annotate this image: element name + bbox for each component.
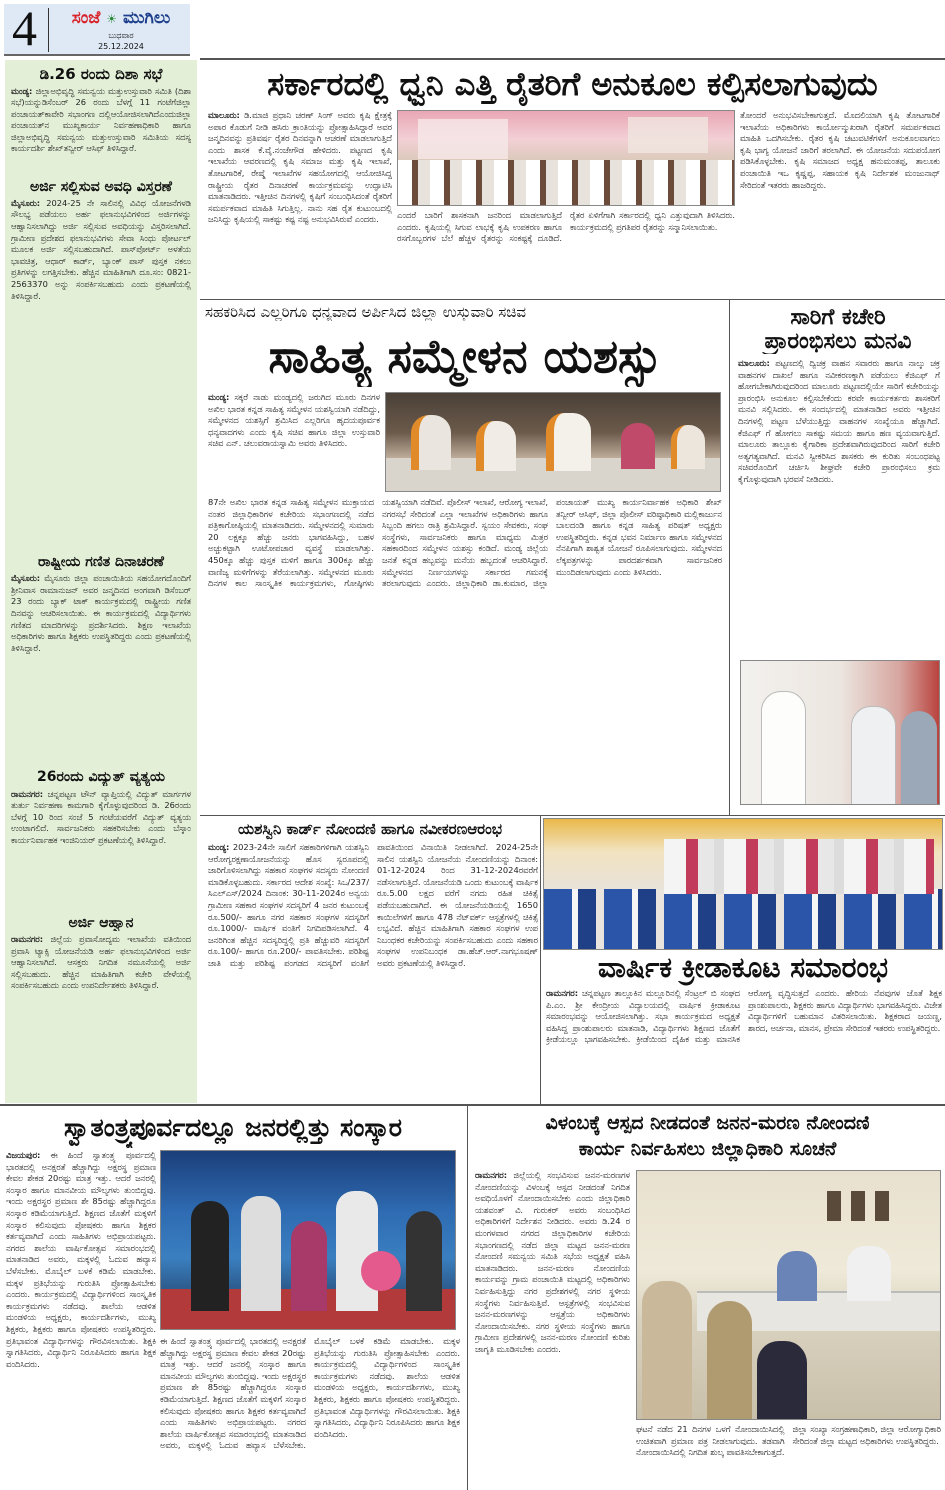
person-shape — [777, 1251, 817, 1301]
body-text: ಚನ್ನಪಟ್ಟಣ ತಾಲ್ಲೂಕಿನ ಮಲ್ಲೂರಿನಲ್ಲಿ ಸೆಂಟ್ರಲ್ ಬಿ ಸಂಘದ ಪಿ.ಎಂ. ಶ್ರೀ ಕೇಂದ್ರೀಯ ವಿದ್ಯಾಲಯದಲ್ಲಿ ವಾರ್ಷಿಕ ಕ್ರೀಡಾಕೂಟ ಸಮಾರಂಭವನ್ನು ಆಯೋಜಿಸಲಾಗಿತ್ತು. ಸಭಾ ಕಾರ್ಯಕ್ರಮದ ಅಧ್ಯಕ್ಷತೆ ವಹಿಸಿದ್ದ ಪ್ರಾಂಶುಪಾಲರು ಮಾತನಾಡಿ, ವಿದ್ಯಾರ್ಥಿಗಳು ಶಿಕ್ಷಣದ ಜೊತೆಗೆ ಕ್ರೀಡೆಯಲ್ಲೂ ಭಾಗವಹಿಸಬೇಕು. ಕ್ರೀಡೆಯಿಂದ ದೈಹಿಕ ಮತ್ತು ಮಾನಸಿಕ ಆರೋಗ್ಯ ವೃದ್ಧಿಸುತ್ತದೆ ಎಂದರು. ಹೇರಿಯ ನೆಪವುಗಳ ಜೊತೆ ಶಿಕ್ಷಕ ಪ್ರಾಂಶುಪಾಲರು, ಶಿಕ್ಷಕರು ಹಾಗೂ ವಿದ್ಯಾರ್ಥಿಗಳು ಭಾಗವಹಿಸಿದ್ದರು. ವಿಜೇತ ವಿದ್ಯಾರ್ಥಿಗಳಿಗೆ ಬಹುಮಾನ ವಿತರಿಸಲಾಯಿತು. ಶಿಕ್ಷಕರಾದ ಜಯಣ್ಣ, ಶಾರದ, ಅರ್ಚನಾ, ಮಾನಸ, ಪ್ರೇಮಾ ಸೇರಿದಂತೆ ಇತರರು ಉಪಸ್ಥಿತರಿದ್ದರು. — [546, 988, 942, 1045]
article-body — [11, 573, 191, 768]
body-text: 2023-24ನೇ ಸಾಲಿಗೆ ಸಹಕಾರಿಗಳಿಗಾಗಿ ಯಶಸ್ವಿನಿ ಆರೋಗ್ಯರಕ್ಷಣಾಯೋಜನೆಯನ್ನು ಹೊಸ ಸ್ವರೂಪದಲ್ಲಿ ಜಾರಿಗೊಳಿಸಲಾಗಿದ್ದು ಸಹಕಾರ ಸಂಘಗಳ ಸದಸ್ಯರು ನೋಂದಣಿ ಮಾಡಿಕೊಳ್ಳಬಹುದು. ಸರ್ಕಾರದ ಆದೇಶ ಸಂಖ್ಯೆ: ಸಿಒ/237/ಸಿಎಲ್ಎಸ್/2024 ದಿನಾಂಕ: 30-11-2024ರ ಅನ್ವಯ ಗ್ರಾಮೀಣ ಸಹಕಾರ ಸಂಘಗಳ ಸದಸ್ಯರಿಗೆ 4 ಜನರ ಕುಟುಂಬಕ್ಕೆ ರೂ.500/- ಹಾಗೂ ನಗರ ಸಹಕಾರ ಸಂಘಗಳ ಸದಸ್ಯರಿಗೆ ರೂ.1000/- ವಾರ್ಷಿಕ ವಂತಿಗೆ ನಿಗದಿಪಡಿಸಲಾಗಿದೆ. 4 ಜನರಿಗಿಂತ ಹೆಚ್ಚಿನ ಸದಸ್ಯರಿದ್ದಲ್ಲಿ ಪ್ರತಿ ಹೆಚ್ಚುವರಿ ಸದಸ್ಯರಿಗೆ ರೂ.100/- ಹಾಗೂ ರೂ.200/- ಪಾವತಿಸಬೇಕು. ಪರಿಶಿಷ್ಟ ಜಾತಿ ಮತ್ತು ಪರಿಶಿಷ್ಟ ಪಂಗಡದ ಸದಸ್ಯರಿಗೆ ವಂತಿಗೆ ಪಾವತಿಯಿಂದ ವಿನಾಯಿತಿ ನೀಡಲಾಗಿದೆ. 2024-25ನೇ ಸಾಲಿನ ಯಶಸ್ವಿನಿ ಯೋಜನೆಯ ನೋಂದಣಿಯನ್ನು ದಿನಾಂಕ: 01-12-2024 ರಿಂದ 31-12-2024ರವರೆಗೆ ನಡೆಸಲಾಗುತ್ತಿದೆ. ಯೋಜನೆಯಡಿ ಒಂದು ಕುಟುಂಬಕ್ಕೆ ವಾರ್ಷಿಕ ರೂ.5.00 ಲಕ್ಷದ ವರೆಗೆ ನಗದು ರಹಿತ ಚಿಕಿತ್ಸೆ ಪಡೆಯಬಹುದಾಗಿದೆ. ಈ ಯೋಜನೆಯಡಿಯಲ್ಲಿ 1650 ಕಾಯಿಲೆಗಳಿಗೆ ಹಾಗೂ 478 ನೆಟ್‌ವರ್ಕ್ ಆಸ್ಪತ್ರೆಗಳಲ್ಲಿ ಚಿಕಿತ್ಸೆ ಲಭ್ಯವಿದೆ. ಹೆಚ್ಚಿನ ಮಾಹಿತಿಗಾಗಿ ಸಹಕಾರ ಸಂಘಗಳ ಉಪ ನಿಬಂಧಕರ ಕಚೇರಿಯನ್ನು ಸಂಪರ್ಕಿಸಬಹುದು ಎಂದು ಸಹಕಾರ ಸಂಘಗಳ ಉಪನಿಬಂಧಕ ಡಾ.ಹೆಚ್.ಆರ್.ನಾಗಭೂಷಣ್ ಅವರು ಪ್ರಕಟಣೆಯಲ್ಲಿ ತಿಳಿಸಿದ್ದಾರೆ. — [208, 842, 538, 968]
article-application-invite — [11, 916, 191, 1074]
sports-body — [546, 988, 942, 1100]
saarige-headline-line1: ಸಾರಿಗೆ ಕಚೇರಿ — [790, 306, 886, 330]
article-disha — [11, 66, 191, 178]
person-shape — [901, 711, 937, 805]
body-text: ಈ ಹಿಂದೆ ಸ್ವಾತಂತ್ರ್ಯ ಪೂರ್ವದಲ್ಲಿ ಭಾರತದಲ್ಲಿ ಅನಕ್ಷರತೆ ಹೆಚ್ಚಾಗಿದ್ದು ಅಕ್ಷರಸ್ಥ ಪ್ರಮಾಣ ಕೇವಲ ಶೇಕಡ 20ರಷ್ಟು ಮಾತ್ರ ಇತ್ತು. ಆದರೆ ಜನರಲ್ಲಿ ಸಂಸ್ಕಾರ ಹಾಗೂ ಮಾನವೀಯ ಮೌಲ್ಯಗಳು ತುಂಬಿದ್ದವು. ಇಂದು ಅಕ್ಷರಸ್ಥರ ಪ್ರಮಾಣ ಶೇ 85ರಷ್ಟು ಹೆಚ್ಚಾಗಿದ್ದರೂ ಸಂಸ್ಕಾರ ಕಡಿಮೆಯಾಗುತ್ತಿದೆ. ಶಿಕ್ಷಣದ ಜೊತೆಗೆ ಮಕ್ಕಳಿಗೆ ಸಂಸ್ಕಾರ ಕಲಿಸುವುದು ಪೋಷಕರು ಹಾಗೂ ಶಿಕ್ಷಕರ ಕರ್ತವ್ಯವಾಗಿದೆ ಎಂದು ಸಾಹಿತಿಗಳು ಅಭಿಪ್ರಾಯಪಟ್ಟರು. ನಗರದ ಶಾಲೆಯ ವಾರ್ಷಿಕೋತ್ಸವ ಸಮಾರಂಭದಲ್ಲಿ ಮಾತನಾಡಿದ ಅವರು, ಮಕ್ಕಳಲ್ಲಿ ಓದುವ ಹವ್ಯಾಸ ಬೆಳೆಸಬೇಕು. ಮೊಬೈಲ್ ಬಳಕೆ ಕಡಿಮೆ ಮಾಡಬೇಕು. ಮಕ್ಕಳ ಪ್ರತಿಭೆಯನ್ನು ಗುರುತಿಸಿ ಪ್ರೋತ್ಸಾಹಿಸಬೇಕು ಎಂದರು. ಕಾರ್ಯಕ್ರಮದಲ್ಲಿ ವಿದ್ಯಾರ್ಥಿಗಳಿಂದ ಸಾಂಸ್ಕೃತಿಕ ಕಾರ್ಯಕ್ರಮಗಳು ನಡೆದವು. ಶಾಲೆಯ ಆಡಳಿತ ಮಂಡಳಿಯ ಅಧ್ಯಕ್ಷರು, ಕಾರ್ಯದರ್ಶಿಗಳು, ಮುಖ್ಯ ಶಿಕ್ಷಕರು, ಶಿಕ್ಷಕರು ಹಾಗೂ ಪೋಷಕರು ಉಪಸ್ಥಿತರಿದ್ದರು. ಪ್ರತಿಭಾವಂತ ವಿದ್ಯಾರ್ಥಿಗಳನ್ನು ಗೌರವಿಸಲಾಯಿತು. ಶಿಕ್ಷಕಿ ಸ್ವಾಗತಿಸಿದರು, ವಿದ್ಯಾರ್ಥಿನಿ ನಿರೂಪಿಸಿದರು ಹಾಗೂ ಶಿಕ್ಷಕ ವಂದಿಸಿದರು. — [6, 1150, 156, 1369]
body-text: ಮೈಸೂರು ಜಿಲ್ಲಾ ಪಂಚಾಯಿತಿಯ ಸಹಯೋಗದೊಂದಿಗೆ ಶ್ರೀನಿವಾಸ ರಾಮಾನುಜನ್ ಅವರ ಜನ್ಮದಿನದ ಅಂಗವಾಗಿ ಡಿಸೆಂಬರ್ 23 ರಂದು ಬ್ಯಾಕ್ ಟಾಕ್ ಕಾರ್ಯಕ್ರಮದಲ್ಲಿ ರಾಷ್ಟ್ರೀಯ ಗಣಿತ ದಿನವನ್ನು ಆಚರಿಸಲಾಯಿತು. ಈ ಕಾರ್ಯಕ್ರಮದಲ್ಲಿ ವಿದ್ಯಾರ್ಥಿಗಳು ಗಣಿತದ ಮಾದರಿಗಳನ್ನು ಪ್ರದರ್ಶಿಸಿದರು. ಶಿಕ್ಷಣ ಇಲಾಖೆಯ ಅಧಿಕಾರಿಗಳು ಹಾಗೂ ಶಿಕ್ಷಕರು ಉಪಸ್ಥಿತರಿದ್ದರು ಎಂದು ಪ್ರಕಟಣೆಯಲ್ಲಿ ತಿಳಿಸಿದ್ದಾರೆ. — [11, 573, 191, 653]
portrait-frames — [827, 1191, 897, 1221]
banner-shape — [628, 117, 708, 153]
dateline: ರಾಮನಗರ: — [475, 1170, 508, 1180]
dateline: ಮಂಡ್ಯ: — [208, 842, 230, 852]
dateline: ಮಂಡ್ಯ: — [208, 392, 230, 402]
top-story-headline: ಸರ್ಕಾರದಲ್ಲಿ ಧ್ವನಿ ಎತ್ತಿ ರೈತರಿಗೆ ಅನುಕೂಲ ಕಲ್ಪಿಸಲಾಗುವುದು — [267, 65, 878, 103]
body-text: ಡಿ.ಮಾಜಿ ಪ್ರಧಾನಿ ಚರಣ್ ಸಿಂಗ್ ಅವರು ಕೃಷಿ ಕ್ಷೇತ್ರಕ್ಕೆ ಅಪಾರ ಕೊಡುಗೆ ನೀಡಿ ಹಸಿರು ಕ್ರಾಂತಿಯನ್ನು ಪ್ರೋತ್ಸಾಹಿಸಿದ್ದಾರೆ ಅವರ ಜನ್ಮದಿನವನ್ನು ಪ್ರತಿವರ್ಷ ರೈತರ ದಿನವನ್ನಾಗಿ ಆಚರಣೆ ಮಾಡಲಾಗುತ್ತಿದೆ ಎಂದು ಶಾಸಕ ಕೆ.ವೈ.ನಂಜೇಗೌಡ ಹೇಳಿದರು. ಪಟ್ಟಣದ ಕೃಷಿ ಇಲಾಖೆಯ ಆವರಣದಲ್ಲಿ ಕೃಷಿ ಸಮಾಜ ಮತ್ತು ಕೃಷಿ ಇಲಾಖೆ, ತೋಟಗಾರಿಕೆ, ರೇಷ್ಮೆ ಇಲಾಖೆಗಳ ಸಹಯೋಗದಲ್ಲಿ ಆಯೋಜಿಸಿದ್ದ ರಾಷ್ಟ್ರೀಯ ರೈತರ ದಿನಾಚರಣೆ ಕಾರ್ಯಕ್ರಮವನ್ನು ಉದ್ಘಾಟಿಸಿ ಮಾತನಾಡಿದರು. ಇತ್ತೀಚಿನ ದಿನಗಳಲ್ಲಿ ಕೃಷಿಗೆ ಸಂಬಂಧಿಸಿದಂತೆ ರೈತರಿಗೆ ಸಮರ್ಪಕವಾದ ಮಾಹಿತಿ ಸಿಗುತ್ತಿಲ್ಲ. ನಾನು ಸಹ ರೈತ ಕುಟುಂಬದಲ್ಲಿ ಜನಿಸಿದ್ದು ಕೃಷಿಯಲ್ಲಿ ಸಾಕಷ್ಟು ಕಷ್ಟ ನಷ್ಟ ಅನುಭವಿಸಿರುವೆ ಎಂದರು. — [208, 110, 392, 225]
article-body — [11, 198, 191, 553]
dc-meeting-photo — [636, 1170, 941, 1420]
sahitya-body-main: 87ನೇ ಅಖಿಲ ಭಾರತ ಕನ್ನಡ ಸಾಹಿತ್ಯ ಸಮ್ಮೇಳನ ಮುಕ್ತಾಯದ ನಂತರ ಜಿಲ್ಲಾಧಿಕಾರಿಗಳ ಕಚೇರಿಯ ಸಭಾಂಗಣದಲ್ಲಿ ನಡೆದ ಪತ್ರಿಕಾಗೋಷ್ಠಿಯಲ್ಲಿ ಮಾತನಾಡಿದರು. ಸಮ್ಮೇಳನದಲ್ಲಿ ಸುಮಾರು 20 ಲಕ್ಷಕ್ಕೂ ಹೆಚ್ಚು ಜನರು ಭಾಗವಹಿಸಿದ್ದು, ಬಹಳ ಅಚ್ಚುಕಟ್ಟಾಗಿ ಊಟೋಪಚಾರ ವ್ಯವಸ್ಥೆ ಮಾಡಲಾಗಿತ್ತು. 450ಕ್ಕೂ ಹೆಚ್ಚು ಪುಸ್ತಕ ಮಳಿಗೆ ಹಾಗೂ 300ಕ್ಕೂ ಹೆಚ್ಚು ವಾಣಿಜ್ಯ ಮಳಿಗೆಗಳನ್ನು ತೆರೆಯಲಾಗಿತ್ತು. ಸಮ್ಮೇಳನದ ಮೂರು ದಿನಗಳ ಕಾಲ ಸಾಂಸ್ಕೃತಿಕ ಕಾರ್ಯಕ್ರಮಗಳು, ಗೋಷ್ಠಿಗಳು ಯಶಸ್ವಿಯಾಗಿ ನಡೆದಿವೆ. ಪೊಲೀಸ್ ಇಲಾಖೆ, ಆರೋಗ್ಯ ಇಲಾಖೆ, ನಗರಸಭೆ ಸೇರಿದಂತೆ ಎಲ್ಲಾ ಇಲಾಖೆಗಳ ಅಧಿಕಾರಿಗಳು ಹಾಗೂ ಸಿಬ್ಬಂದಿ ಹಗಲು ರಾತ್ರಿ ಶ್ರಮಿಸಿದ್ದಾರೆ. ಸ್ವಯಂ ಸೇವಕರು, ಸಂಘ ಸಂಸ್ಥೆಗಳು, ಸಾರ್ವಜನಿಕರು ಹಾಗೂ ಮಾಧ್ಯಮ ಮಿತ್ರರ ಸಹಕಾರದಿಂದ ಸಮ್ಮೇಳನ ಯಶಸ್ಸು ಕಂಡಿದೆ. ಮಂಡ್ಯ ಜಿಲ್ಲೆಯ ಜನತೆ ಕನ್ನಡ ಹಬ್ಬವನ್ನು ಮನೆಯ ಹಬ್ಬದಂತೆ ಆಚರಿಸಿದ್ದಾರೆ. ಸಮ್ಮೇಳನದ ನಿರ್ಣಯಗಳನ್ನು ಸರ್ಕಾರದ ಗಮನಕ್ಕೆ ತರಲಾಗುವುದು ಎಂದರು. ಜಿಲ್ಲಾಧಿಕಾರಿ ಡಾ.ಕುಮಾರ, ಜಿಲ್ಲಾ ಪಂಚಾಯತ್ ಮುಖ್ಯ ಕಾರ್ಯನಿರ್ವಾಹಕ ಅಧಿಕಾರಿ ಶೇಖ್ ತನ್ವೀರ್ ಆಸಿಫ್, ಜಿಲ್ಲಾ ಪೊಲೀಸ್ ವರಿಷ್ಠಾಧಿಕಾರಿ ಮಲ್ಲಿಕಾರ್ಜುನ ಬಾಲದಂಡಿ ಹಾಗೂ ಕನ್ನಡ ಸಾಹಿತ್ಯ ಪರಿಷತ್ ಅಧ್ಯಕ್ಷರು ಉಪಸ್ಥಿತರಿದ್ದರು. ಕನ್ನಡ ಭವನ ನಿರ್ಮಾಣ ಹಾಗೂ ಸಮ್ಮೇಳನದ ನೆನಪಿಗಾಗಿ ಶಾಶ್ವತ ಯೋಜನೆ ರೂಪಿಸಲಾಗುವುದು. ಸಮ್ಮೇಳನದ ಲೆಕ್ಕಪತ್ರಗಳನ್ನು ಪಾರದರ್ಶಕವಾಗಿ ಸಾರ್ವಜನಿಕರ ಮುಂದಿಡಲಾಗುವುದು ಎಂದು ತಿಳಿಸಿದರು. — [208, 497, 722, 589]
masthead — [4, 0, 190, 56]
person-shape — [642, 1281, 692, 1420]
dateline: ವಿಜಯಪುರ: — [6, 1150, 41, 1160]
divider — [200, 299, 945, 300]
lamp-shape — [361, 1251, 401, 1291]
person-shape — [761, 691, 806, 805]
headline: 26ರಂದು ವಿದ್ಯುತ್ ವ್ಯತ್ಯಯ — [36, 770, 165, 786]
press-meet-photo — [385, 392, 721, 492]
top-story-body-mid: ಎಂದರೆ ಬಾರಿಗೆ ಶಾಸಕನಾಗಿ ಜನರಿಂದ ಮಾಡಲಾಗುತ್ತಿದೆ ಎಂದರು. ಕೃಷಿಯಲ್ಲಿ ಸಿಗುವ ಲಾಭಕ್ಕೆ ಕೃಷಿ ಉಪಕರಣ ಹಾಗೂ ರಸಗೊಬ್ಬರಗಳ ಬೆಲೆ ಹೆಚ್ಚಳ ರೈತರನ್ನು ಸಂಕಷ್ಟಕ್ಕೆ ದೂಡಿದೆ. ರೈತರ ಏಳಿಗೆಗಾಗಿ ಸರ್ಕಾರದಲ್ಲಿ ಧ್ವನಿ ಎತ್ತುವುದಾಗಿ ತಿಳಿಸಿದರು. ಕಾರ್ಯಕ್ರಮದಲ್ಲಿ ಪ್ರಗತಿಪರ ರೈತರನ್ನು ಸನ್ಮಾನಿಸಲಾಯಿತು. — [397, 210, 735, 244]
left-column — [5, 60, 197, 1103]
person-shape — [757, 1341, 807, 1420]
palm-sun-icon: ☀ — [106, 12, 118, 26]
sahitya-headline: ಸಾಹಿತ್ಯ ಸಮ್ಮೇಳನ ಯಶಸ್ಸು — [268, 329, 662, 383]
person-shape — [707, 1301, 752, 1420]
article-body — [11, 934, 191, 1074]
person-shape — [241, 1196, 281, 1311]
samskara-body-left — [6, 1150, 156, 1485]
issue-day: ಬುಧವಾರ — [108, 31, 134, 40]
top-story-body-left — [208, 110, 392, 296]
paper-name-part1: ಸಂಜೆ — [71, 8, 101, 28]
page-number: 4 — [12, 0, 37, 56]
dateline: ರಾಮನಗರ: — [546, 988, 579, 998]
people-silhouettes — [398, 160, 734, 205]
column-rule — [729, 300, 730, 815]
person-shape — [621, 423, 655, 469]
body-text: 2024-25 ನೇ ಸಾಲಿನಲ್ಲಿ ವಿವಿಧ ಯೋಜನೆಗಳಡಿ ಸೌಲಭ್ಯ ಪಡೆಯಲು ಅರ್ಹ ಫಲಾನುಭವಿಗಳಿಂದ ಅರ್ಜಿಗಳನ್ನು ಆಹ್ವಾನಿಸಲಾಗಿದ್ದು ಅರ್ಜಿ ಸಲ್ಲಿಸುವ ಅವಧಿಯನ್ನು ವಿಸ್ತರಿಸಲಾಗಿದೆ. ಗ್ರಾಮೀಣ ಪ್ರದೇಶದ ಫಲಾನುಭವಿಗಳು ಸೇವಾ ಸಿಂಧು ಪೋರ್ಟಲ್ ಮೂಲಕ ಅರ್ಜಿ ಸಲ್ಲಿಸಬಹುದಾಗಿದೆ. ಪಾಸ್‌ಪೋರ್ಟ್ ಅಳತೆಯ ಭಾವಚಿತ್ರ, ಆಧಾರ್ ಕಾರ್ಡ್, ಬ್ಯಾಂಕ್ ಪಾಸ್ ಪುಸ್ತಕ ನಕಲು ಪ್ರತಿಗಳನ್ನು ಲಗತ್ತಿಸಬೇಕು. ಹೆಚ್ಚಿನ ಮಾಹಿತಿಗಾಗಿ ದೂ.ಸಂ: 0821-2563370 ಅನ್ನು ಸಂಪರ್ಕಿಸಬಹುದು ಎಂದು ಪ್ರಕಟಣೆಯಲ್ಲಿ ತಿಳಿಸಿದ್ದಾರೆ. — [11, 197, 191, 301]
paper-name-part2: ಮುಗಿಲು — [122, 8, 171, 28]
masthead-divider — [48, 8, 49, 52]
body-text: ಸಕ್ಕರೆ ನಾಡು ಮಂಡ್ಯದಲ್ಲಿ ಜರುಗಿದ ಮೂರು ದಿನಗಳ ಅಖಿಲ ಭಾರತ ಕನ್ನಡ ಸಾಹಿತ್ಯ ಸಮ್ಮೇಳನ ಯಶಸ್ವಿಯಾಗಿ ನಡೆದಿದ್ದು, ಸಮ್ಮೇಳನದ ಯಶಸ್ಸಿಗೆ ಶ್ರಮಿಸಿದ ಎಲ್ಲರಿಗೂ ಹೃದಯಪೂರ್ವಕ ಧನ್ಯವಾದಗಳು ಎಂದು ಕೃಷಿ ಸಚಿವ ಹಾಗೂ ಜಿಲ್ಲಾ ಉಸ್ತುವಾರಿ ಸಚಿವ ಎನ್. ಚಲುವರಾಯಸ್ವಾಮಿ ಅವರು ತಿಳಿಸಿದರು. — [208, 392, 380, 449]
article-body — [11, 86, 191, 178]
person-shape — [411, 415, 451, 470]
body-text: ಜಿಲ್ಲೆಯಲ್ಲಿ ಸಂಭವಿಸುವ ಜನನ-ಮರಣಗಳ ನೋಂದಣಿಯನ್ನು ವಿಳಂಬಕ್ಕೆ ಆಸ್ಪದ ನೀಡದಂತೆ ನಿಗದಿತ ಅವಧಿಯೊಳಗೆ ನೋಂದಾಯಿಸಬೇಕು ಎಂದು ಜಿಲ್ಲಾಧಿಕಾರಿ ಯಶವಂತ್ ವಿ. ಗುರುಕರ್ ಅವರು ಸಂಬಂಧಿಸಿದ ಅಧಿಕಾರಿಗಳಿಗೆ ನಿರ್ದೇಶನ ನೀಡಿದರು. ಅವರು ಡಿ.24 ರ ಮಂಗಳವಾರ ನಗರದ ಜಿಲ್ಲಾಧಿಕಾರಿಗಳ ಕಚೇರಿಯ ಸಭಾಂಗಣದಲ್ಲಿ ನಡೆದ ಜಿಲ್ಲಾ ಮಟ್ಟದ ಜನನ-ಮರಣ ನೋಂದಣಿ ಸಮನ್ವಯ ಸಮಿತಿ ಸಭೆಯ ಅಧ್ಯಕ್ಷತೆ ವಹಿಸಿ ಮಾತನಾಡಿದರು. ಜನನ-ಮರಣ ನೋಂದಣಿಯ ಕಾರ್ಯವನ್ನು ಗ್ರಾಮ ಪಂಚಾಯಿತಿ ಮಟ್ಟದಲ್ಲಿ ಅಧಿಕಾರಿಗಳು ನಿರ್ವಹಿಸುತ್ತಿದ್ದು ನಗರ ಪ್ರದೇಶಗಳಲ್ಲಿ ನಗರ ಸ್ಥಳೀಯ ಸಂಸ್ಥೆಗಳು ನಿರ್ವಹಿಸುತ್ತಿವೆ. ಆಸ್ಪತ್ರೆಗಳಲ್ಲಿ ಸಂಭವಿಸುವ ಜನನ-ಮರಣಗಳನ್ನು ಆಸ್ಪತ್ರೆಯ ಅಧಿಕಾರಿಗಳು ನೋಂದಾಯಿಸಬೇಕು. ನಗರ ಸ್ಥಳೀಯ ಸಂಸ್ಥೆಗಳು ಹಾಗೂ ಗ್ರಾಮೀಣ ಪ್ರದೇಶಗಳಲ್ಲಿ ಜನನ-ಮರಣ ನೋಂದಣಿ ಕುರಿತು ಜಾಗೃತಿ ಮೂಡಿಸಬೇಕು ಎಂದರು. — [475, 1170, 630, 1354]
sahitya-kicker: ಸಹಕರಿಸಿದ ಎಲ್ಲರಿಗೂ ಧನ್ಯವಾದ ಅರ್ಪಿಸಿದ ಜಿಲ್ಲಾ ಉಸ್ತುವಾರಿ ಸಚಿವ — [205, 304, 526, 321]
divider — [200, 815, 945, 816]
headline: ಅರ್ಜಿ ಸಲ್ಲಿಸುವ ಅವಧಿ ವಿಸ್ತರಣೆ — [30, 179, 172, 195]
samskara-headline: ಸ್ವಾತಂತ್ರ್ಯಪೂರ್ವದಲ್ಲೂ ಜನರಲ್ಲಿತ್ತು ಸಂಸ್ಕಾರ — [63, 1113, 403, 1142]
issue-date: 25.12.2024 — [98, 42, 144, 51]
registration-body-left — [475, 1170, 630, 1485]
person-shape — [191, 1201, 229, 1311]
body-text: ಜಿಲ್ಲೆಯ ಪ್ರವಾಸೋದ್ಯಮ ಇಲಾಖೆಯ ವತಿಯಿಂದ ಪ್ರವಾಸಿ ಟ್ಯಾಕ್ಸಿ ಯೋಜನೆಯಡಿ ಅರ್ಹ ಫಲಾನುಭವಿಗಳಿಂದ ಅರ್ಜಿ ಆಹ್ವಾನಿಸಲಾಗಿದೆ. ಆಸಕ್ತರು ನಿಗದಿತ ನಮೂನೆಯಲ್ಲಿ ಅರ್ಜಿ ಸಲ್ಲಿಸಬಹುದು. ಹೆಚ್ಚಿನ ಮಾಹಿತಿಗಾಗಿ ಕಚೇರಿ ವೇಳೆಯಲ್ಲಿ ಸಂಪರ್ಕಿಸಬಹುದು ಎಂದು ಉಪನಿರ್ದೇಶಕರು ತಿಳಿಸಿದ್ದಾರೆ. — [11, 934, 191, 991]
person-shape — [671, 425, 705, 469]
dateline: ಮಂಡ್ಯ: — [11, 85, 33, 96]
dateline: ಮಾಲೂರು: — [208, 110, 240, 120]
person-shape — [847, 1246, 891, 1301]
saarige-body — [738, 358, 940, 656]
dateline: ಮಾಲೂರು: — [738, 358, 770, 368]
yashasvini-headline: ಯಶಸ್ವಿನಿ ಕಾರ್ಡ್ ನೋಂದಣಿ ಹಾಗೂ ನವೀಕರಣಆರಂಭ — [238, 820, 502, 838]
registration-body-bottom: ಘಟನೆ ನಡೆದ 21 ದಿನಗಳ ಒಳಗೆ ನೋಂದಾಯಿಸಿದಲ್ಲಿ ಉಚಿತವಾಗಿ ಪ್ರಮಾಣ ಪತ್ರ ನೀಡಲಾಗುವುದು. ತಡವಾಗಿ ನೋಂದಾಯಿಸಿದಲ್ಲಿ ನಿಗದಿತ ಶುಲ್ಕ ಪಾವತಿಸಬೇಕಾಗುತ್ತದೆ. ಜಿಲ್ಲಾ ಸಂಖ್ಯಾ ಸಂಗ್ರಹಣಾಧಿಕಾರಿ, ಜಿಲ್ಲಾ ಆರೋಗ್ಯಾಧಿಕಾರಿ ಸೇರಿದಂತೆ ಜಿಲ್ಲಾ ಮಟ್ಟದ ಅಧಿಕಾರಿಗಳು ಉಪಸ್ಥಿತರಿದ್ದರು. — [636, 1424, 941, 1458]
registration-headline-line2: ಕಾರ್ಯ ನಿರ್ವಹಿಸಲು ಜಿಲ್ಲಾಧಿಕಾರಿ ಸೂಚನೆ — [578, 1138, 837, 1160]
column-rule — [467, 1106, 468, 1490]
bottom-rule — [0, 1104, 945, 1106]
article-deadline-extension — [11, 180, 191, 553]
body-text: ಜಿಲ್ಲಾಅಭಿವೃದ್ಧಿ ಸಮನ್ವಯ ಮತ್ತುಉಸ್ತುವಾರಿ ಸಮಿತಿ (ದಿಶಾ ಸಭೆ)ಯನ್ನುಡಿಸೆಂಬರ್ 26 ರಂದು ಬೆಳಗ್ಗೆ 11 ಗಂಟೆಗೆಜಿಲ್ಲಾ ಪಂಚಾಯತ್‌ಕಾವೇರಿ ಸಭಾಂಗಣ ದಲ್ಲಿಆಯೋಜಿಸಲಾಗಿದೆಎಂದುಜಿಲ್ಲಾ ಪಂಚಾಯತ್‌ನ ಮುಖ್ಯಕಾರ್ಯ ನಿರ್ವಹಣಾಧಿಕಾರಿ ಹಾಗೂ ಜಿಲ್ಲಾಅಭಿವೃದ್ಧಿ ಸಮನ್ವಯ ಮತ್ತುಉಸ್ತುವಾರಿ ಸಮಿತಿಯ ಸದಸ್ಯ ಕಾರ್ಯದರ್ಶಿ ಶೇಖ್‌ತನ್ವೀರ್ ಆಸಿಫ್ ತಿಳಿಸಿದ್ದಾರೆ. — [11, 85, 191, 154]
headline: ರಾಷ್ಟ್ರೀಯ ಗಣಿತ ದಿನಾಚರಣೆ — [38, 554, 164, 570]
person-shape — [851, 706, 896, 805]
farmers-day-photo — [397, 110, 735, 206]
sports-headline: ವಾರ್ಷಿಕ ಕ್ರೀಡಾಕೂಟ ಸಮಾರಂಭ — [597, 951, 889, 984]
yashasvini-body — [208, 842, 538, 1098]
samskara-body-right: ಈ ಹಿಂದೆ ಸ್ವಾತಂತ್ರ್ಯ ಪೂರ್ವದಲ್ಲಿ ಭಾರತದಲ್ಲಿ ಅನಕ್ಷರತೆ ಹೆಚ್ಚಾಗಿದ್ದು ಅಕ್ಷರಸ್ಥ ಪ್ರಮಾಣ ಕೇವಲ ಶೇಕಡ 20ರಷ್ಟು ಮಾತ್ರ ಇತ್ತು. ಆದರೆ ಜನರಲ್ಲಿ ಸಂಸ್ಕಾರ ಹಾಗೂ ಮಾನವೀಯ ಮೌಲ್ಯಗಳು ತುಂಬಿದ್ದವು. ಇಂದು ಅಕ್ಷರಸ್ಥರ ಪ್ರಮಾಣ ಶೇ 85ರಷ್ಟು ಹೆಚ್ಚಾಗಿದ್ದರೂ ಸಂಸ್ಕಾರ ಕಡಿಮೆಯಾಗುತ್ತಿದೆ. ಶಿಕ್ಷಣದ ಜೊತೆಗೆ ಮಕ್ಕಳಿಗೆ ಸಂಸ್ಕಾರ ಕಲಿಸುವುದು ಪೋಷಕರು ಹಾಗೂ ಶಿಕ್ಷಕರ ಕರ್ತವ್ಯವಾಗಿದೆ ಎಂದು ಸಾಹಿತಿಗಳು ಅಭಿಪ್ರಾಯಪಟ್ಟರು. ನಗರದ ಶಾಲೆಯ ವಾರ್ಷಿಕೋತ್ಸವ ಸಮಾರಂಭದಲ್ಲಿ ಮಾತನಾಡಿದ ಅವರು, ಮಕ್ಕಳಲ್ಲಿ ಓದುವ ಹವ್ಯಾಸ ಬೆಳೆಸಬೇಕು. ಮೊಬೈಲ್ ಬಳಕೆ ಕಡಿಮೆ ಮಾಡಬೇಕು. ಮಕ್ಕಳ ಪ್ರತಿಭೆಯನ್ನು ಗುರುತಿಸಿ ಪ್ರೋತ್ಸಾಹಿಸಬೇಕು ಎಂದರು. ಕಾರ್ಯಕ್ರಮದಲ್ಲಿ ವಿದ್ಯಾರ್ಥಿಗಳಿಂದ ಸಾಂಸ್ಕೃತಿಕ ಕಾರ್ಯಕ್ರಮಗಳು ನಡೆದವು. ಶಾಲೆಯ ಆಡಳಿತ ಮಂಡಳಿಯ ಅಧ್ಯಕ್ಷರು, ಕಾರ್ಯದರ್ಶಿಗಳು, ಮುಖ್ಯ ಶಿಕ್ಷಕರು, ಶಿಕ್ಷಕರು ಹಾಗೂ ಪೋಷಕರು ಉಪಸ್ಥಿತರಿದ್ದರು. ಪ್ರತಿಭಾವಂತ ವಿದ್ಯಾರ್ಥಿಗಳನ್ನು ಗೌರವಿಸಲಾಯಿತು. ಶಿಕ್ಷಕಿ ಸ್ವಾಗತಿಸಿದರು, ವಿದ್ಯಾರ್ಥಿನಿ ನಿರೂಪಿಸಿದರು ಹಾಗೂ ಶಿಕ್ಷಕ ವಂದಿಸಿದರು. — [160, 1336, 460, 1451]
person-shape — [336, 1191, 378, 1311]
staff-row — [664, 839, 934, 894]
students-row — [544, 889, 942, 949]
dateline: ರಾಮನಗರ: — [11, 934, 44, 945]
top-rule — [200, 58, 945, 60]
school-event-photo — [160, 1150, 456, 1330]
headline: ಅರ್ಜಿ ಆಹ್ವಾನ — [68, 915, 134, 931]
person-shape — [476, 421, 516, 471]
body-text: ಪಟ್ಟಣದಲ್ಲಿ ದ್ವಿಚಕ್ರ ವಾಹನ ಸವಾರರು ಹಾಗೂ ನಾಲ್ಕು ಚಕ್ರ ವಾಹನಗಳ ದಾಖಲೆ ಹಾಗೂ ನವೀಕರಣಕ್ಕಾಗಿ ಪಡೆಯಲು ಕೆಜಿಎಫ್ ಗೆ ಹೋಗಬೇಕಾಗಿರುವುದರಿಂದ ಮಾಲೂರು ಪಟ್ಟಣದಲ್ಲಿಯೇ ಸಾರಿಗೆ ಕಚೇರಿಯನ್ನು ಪ್ರಾರಂಭಿಸಿ ಅನುಕೂಲ ಕಲ್ಪಿಸಬೇಕೆಂದು ಕರವೇ ಕಾರ್ಯಕರ್ತರು ಶಾಸಕರಿಗೆ ಮನವಿ ಸಲ್ಲಿಸಿದರು. ಈ ಸಂದರ್ಭದಲ್ಲಿ ಮಾತನಾಡಿದ ಅವರು ಇತ್ತೀಚಿನ ದಿನಗಳಲ್ಲಿ ಪಟ್ಟಣ ಬೆಳೆಯುತ್ತಿದ್ದು ವಾಹನಗಳ ಸಂಖ್ಯೆಯೂ ಹೆಚ್ಚಾಗಿದೆ. ಕೆಜಿಎಫ್ ಗೆ ಹೋಗಲು ಸಾಕಷ್ಟು ಸಮಯ ಹಾಗೂ ಹಣ ವ್ಯಯವಾಗುತ್ತಿದೆ. ಮಾಲೂರು ತಾಲ್ಲೂಕು ಕೈಗಾರಿಕಾ ಪ್ರದೇಶವಾಗಿರುವುದರಿಂದ ಸಾರಿಗೆ ಕಚೇರಿ ಅತ್ಯಗತ್ಯವಾಗಿದೆ. ಮನವಿ ಸ್ವೀಕರಿಸಿದ ಶಾಸಕರು ಈ ಕುರಿತು ಸಂಬಂಧಪಟ್ಟ ಸಚಿವರೊಂದಿಗೆ ಚರ್ಚಿಸಿ ಶೀಘ್ರವೇ ಕಚೇರಿ ಪ್ರಾರಂಭಿಸಲು ಕ್ರಮ ಕೈಗೊಳ್ಳುವುದಾಗಿ ಭರವಸೆ ನೀಡಿದರು. — [738, 358, 940, 484]
article-body — [11, 789, 191, 914]
banner-shape — [418, 119, 508, 159]
body-text: ಚನ್ನಪಟ್ಟಣ ಟೌನ್ ವ್ಯಾಪ್ತಿಯಲ್ಲಿ ವಿದ್ಯುತ್ ಮಾರ್ಗಗಳ ತುರ್ತು ನಿರ್ವಹಣಾ ಕಾಮಗಾರಿ ಕೈಗೊಳ್ಳುವುದರಿಂದ ಡಿ. 26ರಂದು ಬೆಳಗ್ಗೆ 10 ರಿಂದ ಸಂಜೆ 5 ಗಂಟೆಯವರೆಗೆ ವಿದ್ಯುತ್ ವ್ಯತ್ಯಯ ಉಂಟಾಗಲಿದೆ. ಸಾರ್ವಜನಿಕರು ಸಹಕರಿಸಬೇಕು ಎಂದು ಬೆಸ್ಕಾಂ ಕಾರ್ಯನಿರ್ವಾಹಕ ಇಂಜಿನಿಯರ್ ಪ್ರಕಟಣೆಯಲ್ಲಿ ತಿಳಿಸಿದ್ದಾರೆ. — [11, 788, 191, 846]
person-shape — [291, 1221, 327, 1311]
headline: ಡಿ.26 ರಂದು ದಿಶಾ ಸಭೆ — [39, 66, 163, 83]
article-power-cut — [11, 770, 191, 913]
saarige-headline-line2: ಪ್ರಾರಂಭಿಸಲು ಮನವಿ — [764, 330, 912, 354]
dateline: ಮೈಸೂರು: — [11, 197, 41, 208]
column-rule — [540, 816, 541, 1104]
sports-day-photo — [543, 818, 943, 950]
paper-logo — [54, 8, 188, 28]
person-shape — [406, 1211, 442, 1311]
memorandum-photo — [740, 660, 940, 805]
person-shape — [546, 413, 591, 471]
sahitya-body-left — [208, 392, 380, 492]
top-story-body-right: ತೋಂದರೆ ಅನುಭವಿಸಬೇಕಾಗುತ್ತದೆ. ಮೊದಲಿಯಾಗಿ ಕೃಷಿ ತೋಟಗಾರಿಕೆ ಇಲಾಖೆಯ ಅಧಿಕಾರಿಗಳು ಕಾರ್ಯೋನ್ಮುಖರಾಗಿ ರೈತರಿಗೆ ಸಮರ್ಪಕವಾದ ಮಾಹಿತಿ ಒದಗಿಸಬೇಕು. ರೈತರ ಕೃಷಿ ಚಟುವಟಿಕೆಗಳಿಗೆ ಅನುಕೂಲವಾಗಲು ಕೃಷಿ ಭಾಗ್ಯ ಯೋಜನೆ ಜಾರಿಗೆ ತರಲಾಗಿದೆ. ಈ ಯೋಜನೆಯ ಸದುಪಯೋಗ ಪಡಿಸಿಕೊಳ್ಳಬೇಕು. ಕೃಷಿ ಸಮಾಜದ ಅಧ್ಯಕ್ಷ ಹನುಮಂತಪ್ಪ, ತಾಲೂಕು ಪಂಚಾಯಿತಿ ಇಒ ಕೃಷ್ಣಪ್ಪ, ಸಹಾಯಕ ಕೃಷಿ ನಿರ್ದೇಶಕ ಮಂಜುನಾಥ್ ಸೇರಿದಂತೆ ಇತರರು ಹಾಜರಿದ್ದರು. — [740, 110, 940, 190]
dateline: ರಾಮನಗರ: — [11, 788, 44, 799]
registration-headline-line1: ವಿಳಂಬಕ್ಕೆ ಆಸ್ಪದ ನೀಡದಂತೆ ಜನನ-ಮರಣ ನೋಂದಣಿ — [545, 1112, 870, 1134]
article-maths-day — [11, 555, 191, 768]
dateline: ಮೈಸೂರು: — [11, 573, 41, 584]
